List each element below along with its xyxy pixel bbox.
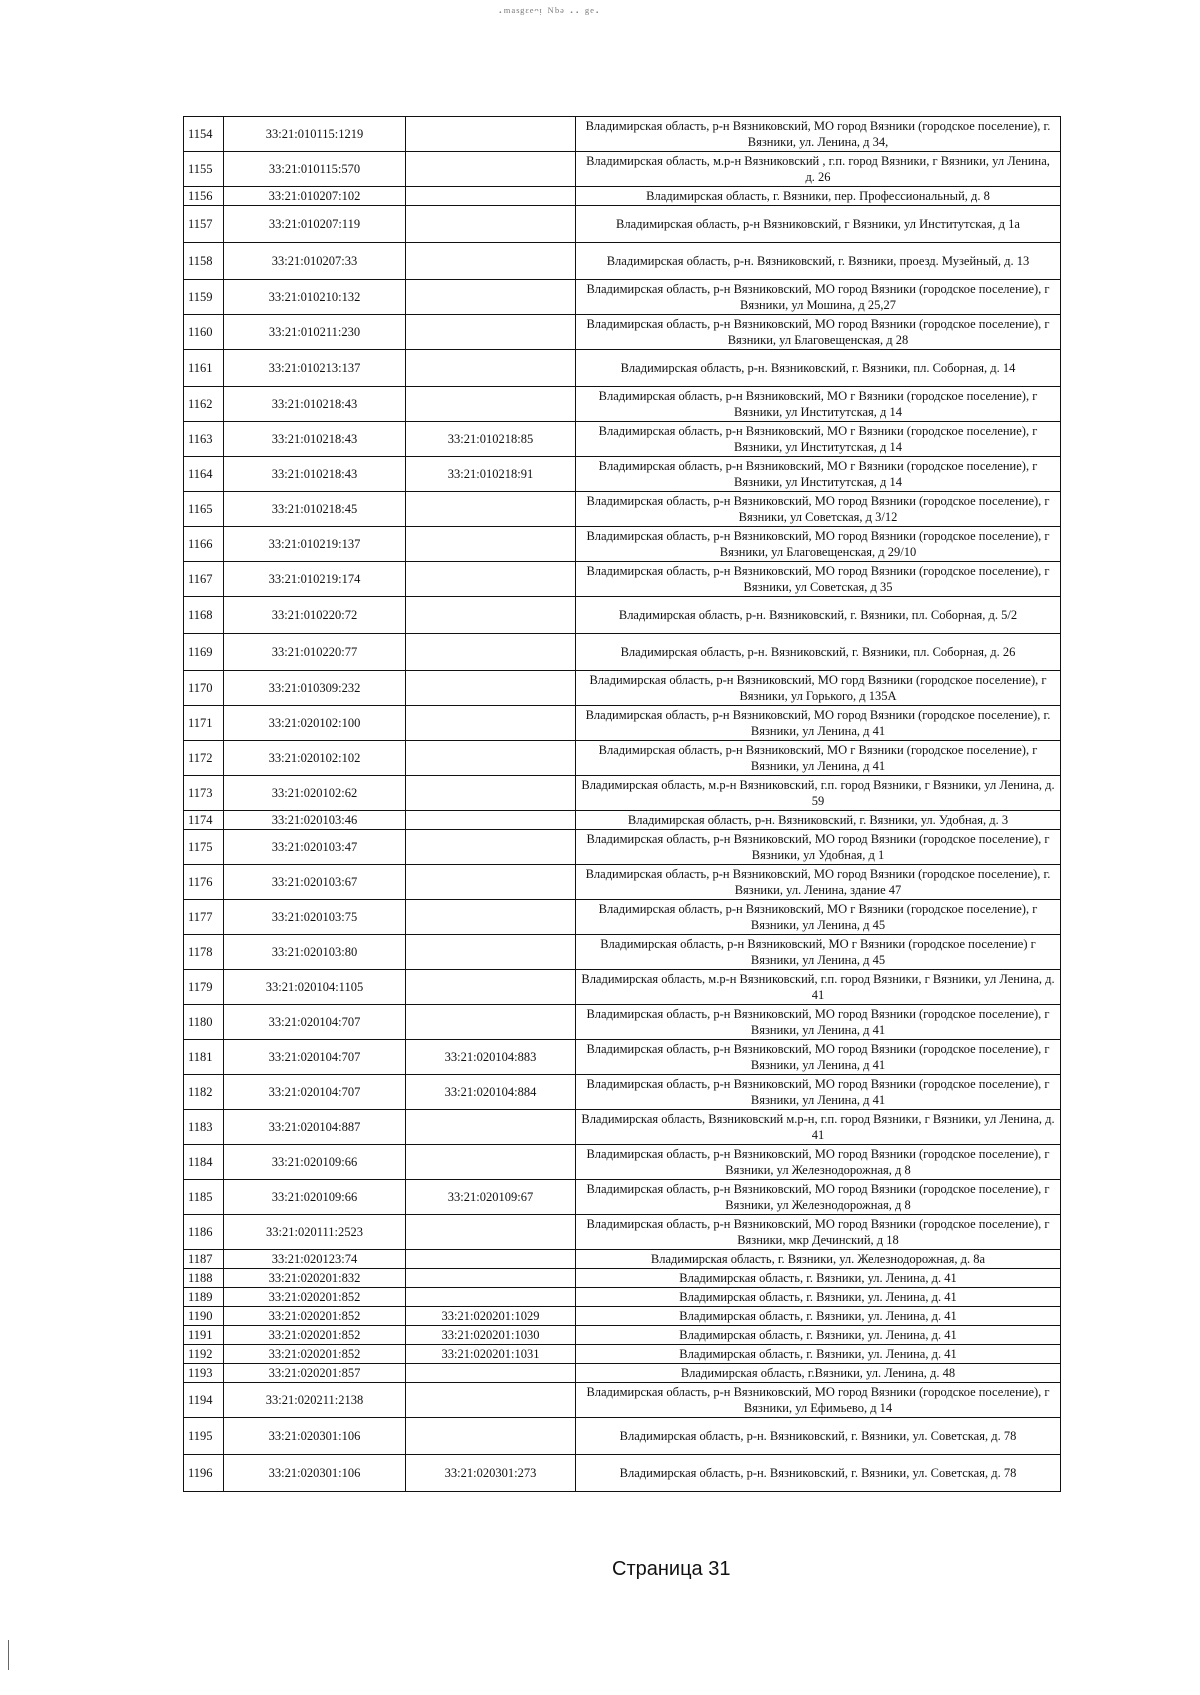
table-row xyxy=(184,830,1061,865)
sub-cadastral-number: 33:21:010218:91 xyxy=(406,457,576,492)
table-row xyxy=(184,741,1061,776)
address: Владимирская область, р-н. Вязниковский, г. Вязники, пл. Соборная, д. 14 xyxy=(576,350,1061,387)
row-number: 1177 xyxy=(184,900,224,935)
cadastral-number: 33:21:020102:102 xyxy=(224,741,406,776)
cadastral-number: 33:21:020201:832 xyxy=(224,1269,406,1288)
sub-cadastral-number xyxy=(406,527,576,562)
cadastral-number: 33:21:020104:1105 xyxy=(224,970,406,1005)
table-row xyxy=(184,422,1061,457)
cadastral-number: 33:21:010115:570 xyxy=(224,152,406,187)
sub-cadastral-number xyxy=(406,865,576,900)
table-row xyxy=(184,1326,1061,1345)
row-number: 1168 xyxy=(184,597,224,634)
row-number: 1157 xyxy=(184,206,224,243)
sub-cadastral-number: 33:21:020104:883 xyxy=(406,1040,576,1075)
cadastral-number: 33:21:020301:106 xyxy=(224,1455,406,1492)
cadastral-number: 33:21:010219:174 xyxy=(224,562,406,597)
sub-cadastral-number xyxy=(406,1269,576,1288)
address: Владимирская область, г. Вязники, ул. Ленина, д. 41 xyxy=(576,1269,1061,1288)
row-number: 1174 xyxy=(184,811,224,830)
sub-cadastral-number: 33:21:020109:67 xyxy=(406,1180,576,1215)
table-row xyxy=(184,776,1061,811)
cadastral-number: 33:21:020103:67 xyxy=(224,865,406,900)
address: Владимирская область, р-н Вязниковский, г Вязники, ул Институтская, д 1а xyxy=(576,206,1061,243)
sub-cadastral-number xyxy=(406,811,576,830)
sub-cadastral-number xyxy=(406,1364,576,1383)
sub-cadastral-number xyxy=(406,187,576,206)
row-number: 1179 xyxy=(184,970,224,1005)
table-row xyxy=(184,634,1061,671)
sub-cadastral-number xyxy=(406,1383,576,1418)
sub-cadastral-number xyxy=(406,315,576,350)
address: Владимирская область, р-н Вязниковский, МО город Вязники (городское поселение), г Вязники, ул Советская, д 3/12 xyxy=(576,492,1061,527)
cadastral-number: 33:21:010115:1219 xyxy=(224,117,406,152)
table-row xyxy=(184,1040,1061,1075)
table-row xyxy=(184,527,1061,562)
sub-cadastral-number xyxy=(406,741,576,776)
address: Владимирская область, р-н Вязниковский, МО город Вязники (городское поселение), г Вязники, ул Железнодорожная, д 8 xyxy=(576,1180,1061,1215)
cadastral-number: 33:21:020103:46 xyxy=(224,811,406,830)
cadastral-number: 33:21:010207:33 xyxy=(224,243,406,280)
row-number: 1181 xyxy=(184,1040,224,1075)
row-number: 1163 xyxy=(184,422,224,457)
row-number: 1173 xyxy=(184,776,224,811)
row-number: 1191 xyxy=(184,1326,224,1345)
table-row xyxy=(184,1307,1061,1326)
table-row xyxy=(184,1005,1061,1040)
row-number: 1176 xyxy=(184,865,224,900)
table-row xyxy=(184,811,1061,830)
address: Владимирская область, р-н Вязниковский, МО город Вязники (городское поселение), г. Вязники, ул. Ленина, д 34, xyxy=(576,117,1061,152)
row-number: 1185 xyxy=(184,1180,224,1215)
row-number: 1178 xyxy=(184,935,224,970)
cadastral-number: 33:21:010219:137 xyxy=(224,527,406,562)
table-row xyxy=(184,706,1061,741)
address: Владимирская область, р-н Вязниковский, МО город Вязники (городское поселение), г Вязники, ул Ленина, д 41 xyxy=(576,1040,1061,1075)
sub-cadastral-number xyxy=(406,1110,576,1145)
row-number: 1159 xyxy=(184,280,224,315)
table-row xyxy=(184,1145,1061,1180)
address: Владимирская область, р-н Вязниковский, МО город Вязники (городское поселение), г Вязники, ул Благовещенская, д 29/10 xyxy=(576,527,1061,562)
address: Владимирская область, г. Вязники, ул. Железнодорожная, д. 8а xyxy=(576,1250,1061,1269)
address: Владимирская область, р-н. Вязниковский, г. Вязники, ул. Советская, д. 78 xyxy=(576,1455,1061,1492)
scan-header-noise: ·ᵐᵃˢᵍᵋᵉᵔᵎ ᴺᵇᵊ ·· ᵍᵉ· xyxy=(498,6,601,21)
cadastral-number: 33:21:010220:77 xyxy=(224,634,406,671)
table-row xyxy=(184,1364,1061,1383)
address: Владимирская область, Вязниковский м.р-н, г.п. город Вязники, г Вязники, ул Ленина, д. 41 xyxy=(576,1110,1061,1145)
address: Владимирская область, м.р-н Вязниковский, г.п. город Вязники, г Вязники, ул Ленина, д. 59 xyxy=(576,776,1061,811)
cadastral-number: 33:21:020109:66 xyxy=(224,1180,406,1215)
address: Владимирская область, р-н Вязниковский, МО город Вязники (городское поселение), г Вязники, ул Ефимьево, д 14 xyxy=(576,1383,1061,1418)
table-row xyxy=(184,243,1061,280)
table-row xyxy=(184,1269,1061,1288)
cadastral-number: 33:21:010211:230 xyxy=(224,315,406,350)
table-row xyxy=(184,1345,1061,1364)
sub-cadastral-number xyxy=(406,243,576,280)
address: Владимирская область, р-н Вязниковский, МО город Вязники (городское поселение), г Вязники, ул Ленина, д 41 xyxy=(576,1075,1061,1110)
sub-cadastral-number xyxy=(406,970,576,1005)
row-number: 1166 xyxy=(184,527,224,562)
table-row xyxy=(184,1075,1061,1110)
row-number: 1165 xyxy=(184,492,224,527)
table-row xyxy=(184,935,1061,970)
row-number: 1158 xyxy=(184,243,224,280)
row-number: 1172 xyxy=(184,741,224,776)
row-number: 1182 xyxy=(184,1075,224,1110)
address: Владимирская область, р-н. Вязниковский, г. Вязники, ул. Советская, д. 78 xyxy=(576,1418,1061,1455)
cadastral-number: 33:21:020123:74 xyxy=(224,1250,406,1269)
sub-cadastral-number xyxy=(406,1418,576,1455)
cadastral-number: 33:21:020102:100 xyxy=(224,706,406,741)
table-row xyxy=(184,562,1061,597)
row-number: 1175 xyxy=(184,830,224,865)
table-row xyxy=(184,1383,1061,1418)
row-number: 1188 xyxy=(184,1269,224,1288)
address: Владимирская область, р-н Вязниковский, МО город Вязники (городское поселение), г. Вязники, ул. Ленина, здание 47 xyxy=(576,865,1061,900)
address: Владимирская область, р-н Вязниковский, МО город Вязники (городское поселение), г Вязники, ул Советская, д 35 xyxy=(576,562,1061,597)
address: Владимирская область, р-н Вязниковский, МО г Вязники (городское поселение), г Вязники, ул Институтская, д 14 xyxy=(576,457,1061,492)
address: Владимирская область, р-н Вязниковский, МО г Вязники (городское поселение), г Вязники, ул Ленина, д 45 xyxy=(576,900,1061,935)
address: Владимирская область, р-н. Вязниковский, г. Вязники, ул. Удобная, д. 3 xyxy=(576,811,1061,830)
sub-cadastral-number xyxy=(406,1145,576,1180)
row-number: 1164 xyxy=(184,457,224,492)
cadastral-number: 33:21:010218:43 xyxy=(224,457,406,492)
row-number: 1170 xyxy=(184,671,224,706)
table-row xyxy=(184,457,1061,492)
table-row xyxy=(184,350,1061,387)
cadastral-number: 33:21:010218:43 xyxy=(224,422,406,457)
sub-cadastral-number xyxy=(406,1250,576,1269)
address: Владимирская область, р-н Вязниковский, МО г Вязники (городское поселение), г Вязники, ул Институтская, д 14 xyxy=(576,387,1061,422)
row-number: 1183 xyxy=(184,1110,224,1145)
sub-cadastral-number xyxy=(406,597,576,634)
row-number: 1196 xyxy=(184,1455,224,1492)
row-number: 1162 xyxy=(184,387,224,422)
table-row xyxy=(184,206,1061,243)
address: Владимирская область, р-н. Вязниковский, г. Вязники, пл. Соборная, д. 26 xyxy=(576,634,1061,671)
table-row xyxy=(184,187,1061,206)
address: Владимирская область, р-н Вязниковский, МО г Вязники (городское поселение), г Вязники, ул Институтская, д 14 xyxy=(576,422,1061,457)
sub-cadastral-number xyxy=(406,1288,576,1307)
address: Владимирская область, р-н Вязниковский, МО город Вязники (городское поселение), г Вязники, ул Железнодорожная, д 8 xyxy=(576,1145,1061,1180)
row-number: 1186 xyxy=(184,1215,224,1250)
cadastral-number: 33:21:010207:102 xyxy=(224,187,406,206)
scan-edge-mark xyxy=(8,1640,9,1670)
cadastral-number: 33:21:020104:707 xyxy=(224,1040,406,1075)
cadastral-number: 33:21:010220:72 xyxy=(224,597,406,634)
sub-cadastral-number xyxy=(406,152,576,187)
cadastral-number: 33:21:020103:80 xyxy=(224,935,406,970)
address: Владимирская область, г.Вязники, ул. Ленина, д. 48 xyxy=(576,1364,1061,1383)
cadastral-number: 33:21:020211:2138 xyxy=(224,1383,406,1418)
cadastral-number: 33:21:010309:232 xyxy=(224,671,406,706)
address: Владимирская область, г. Вязники, ул. Ленина, д. 41 xyxy=(576,1326,1061,1345)
table-row xyxy=(184,1455,1061,1492)
sub-cadastral-number xyxy=(406,671,576,706)
sub-cadastral-number: 33:21:010218:85 xyxy=(406,422,576,457)
table-row xyxy=(184,315,1061,350)
sub-cadastral-number xyxy=(406,206,576,243)
row-number: 1184 xyxy=(184,1145,224,1180)
table-row xyxy=(184,900,1061,935)
row-number: 1187 xyxy=(184,1250,224,1269)
cadastral-number: 33:21:020104:887 xyxy=(224,1110,406,1145)
address: Владимирская область, г. Вязники, ул. Ленина, д. 41 xyxy=(576,1288,1061,1307)
table-row xyxy=(184,280,1061,315)
cadastral-number: 33:21:020104:707 xyxy=(224,1075,406,1110)
address: Владимирская область, р-н Вязниковский, МО город Вязники (городское поселение), г Вязники, ул Удобная, д 1 xyxy=(576,830,1061,865)
address: Владимирская область, р-н Вязниковский, МО г Вязники (городское поселение), г Вязники, ул Ленина, д 41 xyxy=(576,741,1061,776)
cadastral-number: 33:21:010213:137 xyxy=(224,350,406,387)
cadastral-number: 33:21:020201:852 xyxy=(224,1307,406,1326)
table-row xyxy=(184,1110,1061,1145)
sub-cadastral-number: 33:21:020201:1030 xyxy=(406,1326,576,1345)
table-row xyxy=(184,970,1061,1005)
table-row xyxy=(184,152,1061,187)
cadastral-number: 33:21:020201:852 xyxy=(224,1345,406,1364)
row-number: 1180 xyxy=(184,1005,224,1040)
address: Владимирская область, р-н Вязниковский, МО горд Вязники (городское поселение), г Вязники, ул Горького, д 135А xyxy=(576,671,1061,706)
table-row xyxy=(184,865,1061,900)
row-number: 1195 xyxy=(184,1418,224,1455)
row-number: 1155 xyxy=(184,152,224,187)
sub-cadastral-number xyxy=(406,706,576,741)
table-row xyxy=(184,671,1061,706)
table-row xyxy=(184,1215,1061,1250)
row-number: 1194 xyxy=(184,1383,224,1418)
table-row xyxy=(184,1180,1061,1215)
row-number: 1169 xyxy=(184,634,224,671)
sub-cadastral-number xyxy=(406,280,576,315)
table-row xyxy=(184,1418,1061,1455)
address: Владимирская область, г. Вязники, ул. Ленина, д. 41 xyxy=(576,1307,1061,1326)
row-number: 1167 xyxy=(184,562,224,597)
cadastral-number: 33:21:010218:45 xyxy=(224,492,406,527)
row-number: 1171 xyxy=(184,706,224,741)
sub-cadastral-number xyxy=(406,634,576,671)
address: Владимирская область, р-н Вязниковский, МО город Вязники (городское поселение), г Вязники, ул Ленина, д 41 xyxy=(576,1005,1061,1040)
registry-rows xyxy=(184,117,1061,1492)
sub-cadastral-number xyxy=(406,830,576,865)
row-number: 1161 xyxy=(184,350,224,387)
cadastral-number: 33:21:020201:852 xyxy=(224,1288,406,1307)
address: Владимирская область, г. Вязники, пер. Профессиональный, д. 8 xyxy=(576,187,1061,206)
row-number: 1156 xyxy=(184,187,224,206)
cadastral-number: 33:21:020301:106 xyxy=(224,1418,406,1455)
cadastral-number: 33:21:020104:707 xyxy=(224,1005,406,1040)
address: Владимирская область, р-н. Вязниковский, г. Вязники, проезд. Музейный, д. 13 xyxy=(576,243,1061,280)
row-number: 1189 xyxy=(184,1288,224,1307)
cadastral-number: 33:21:020111:2523 xyxy=(224,1215,406,1250)
cadastral-number: 33:21:020109:66 xyxy=(224,1145,406,1180)
address: Владимирская область, р-н Вязниковский, МО город Вязники (городское поселение), г Вязники, ул Мошина, д 25,27 xyxy=(576,280,1061,315)
table-row xyxy=(184,597,1061,634)
sub-cadastral-number: 33:21:020201:1029 xyxy=(406,1307,576,1326)
sub-cadastral-number xyxy=(406,350,576,387)
row-number: 1160 xyxy=(184,315,224,350)
sub-cadastral-number xyxy=(406,562,576,597)
cadastral-number: 33:21:010210:132 xyxy=(224,280,406,315)
sub-cadastral-number xyxy=(406,387,576,422)
row-number: 1193 xyxy=(184,1364,224,1383)
cadastral-number: 33:21:020103:75 xyxy=(224,900,406,935)
address: Владимирская область, р-н Вязниковский, МО город Вязники (городское поселение), г Вязники, ул Благовещенская, д 28 xyxy=(576,315,1061,350)
table-row xyxy=(184,117,1061,152)
sub-cadastral-number: 33:21:020301:273 xyxy=(406,1455,576,1492)
address: Владимирская область, г. Вязники, ул. Ленина, д. 41 xyxy=(576,1345,1061,1364)
row-number: 1190 xyxy=(184,1307,224,1326)
sub-cadastral-number xyxy=(406,900,576,935)
address: Владимирская область, м.р-н Вязниковский , г.п. город Вязники, г Вязники, ул Ленина, д. 26 xyxy=(576,152,1061,187)
sub-cadastral-number: 33:21:020201:1031 xyxy=(406,1345,576,1364)
row-number: 1154 xyxy=(184,117,224,152)
sub-cadastral-number xyxy=(406,117,576,152)
address: Владимирская область, р-н Вязниковский, МО г Вязники (городское поселение) г Вязники, ул Ленина, д 45 xyxy=(576,935,1061,970)
sub-cadastral-number xyxy=(406,1215,576,1250)
cadastral-number: 33:21:020201:852 xyxy=(224,1326,406,1345)
table-row xyxy=(184,492,1061,527)
address: Владимирская область, р-н. Вязниковский, г. Вязники, пл. Соборная, д. 5/2 xyxy=(576,597,1061,634)
page-number-label: Страница 31 xyxy=(612,1558,731,1580)
cadastral-number: 33:21:020102:62 xyxy=(224,776,406,811)
cadastral-number: 33:21:010207:119 xyxy=(224,206,406,243)
address: Владимирская область, р-н Вязниковский, МО город Вязники (городское поселение), г Вязники, мкр Дечинский, д 18 xyxy=(576,1215,1061,1250)
cadastral-number: 33:21:020201:857 xyxy=(224,1364,406,1383)
sub-cadastral-number: 33:21:020104:884 xyxy=(406,1075,576,1110)
property-registry-table xyxy=(183,116,1061,1492)
table-row xyxy=(184,1250,1061,1269)
sub-cadastral-number xyxy=(406,935,576,970)
row-number: 1192 xyxy=(184,1345,224,1364)
address: Владимирская область, р-н Вязниковский, МО город Вязники (городское поселение), г. Вязники, ул Ленина, д 41 xyxy=(576,706,1061,741)
table-row xyxy=(184,1288,1061,1307)
sub-cadastral-number xyxy=(406,1005,576,1040)
cadastral-number: 33:21:020103:47 xyxy=(224,830,406,865)
sub-cadastral-number xyxy=(406,776,576,811)
table-row xyxy=(184,387,1061,422)
sub-cadastral-number xyxy=(406,492,576,527)
address: Владимирская область, м.р-н Вязниковский, г.п. город Вязники, г Вязники, ул Ленина, д. 41 xyxy=(576,970,1061,1005)
cadastral-number: 33:21:010218:43 xyxy=(224,387,406,422)
